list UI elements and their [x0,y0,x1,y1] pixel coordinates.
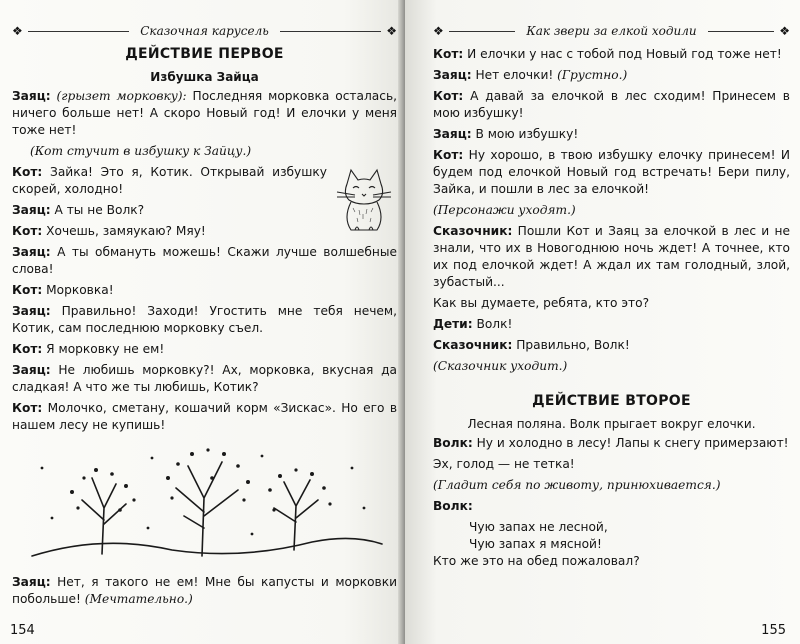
rule [280,31,381,32]
line-text: Морковка! [42,283,114,297]
speaker: Сказочник: [433,338,513,352]
dialogue-line [12,244,397,278]
dialogue-line [433,316,790,333]
plain-line: Кто же это на обед пожаловал? [433,554,640,568]
dialogue-line [12,362,397,396]
dialogue-line [433,126,790,143]
speaker: Заяц: [12,89,51,103]
ornament-icon: ❖ [386,24,398,38]
dialogue-line [12,88,397,139]
line-text: Нет елочки! [471,68,558,82]
speaker: Заяц: [12,304,51,318]
line-text: Не любишь морковку?! Ах, морковка, вкусная да сладкая! А что же ты любишь, Котик? [12,363,397,394]
running-head-title: Сказочная карусель [140,24,269,38]
rule [449,31,516,32]
right-running-head [433,24,790,38]
dialogue-line [433,435,790,452]
line-text: И елочки у нас с тобой под Новый год тоже нет! [463,47,782,61]
stage-direction: (Гладит себя по животу, принюхивается.) [433,478,721,492]
dialogue-line [12,574,397,608]
line-text: Пошли Кот и Заяц за елочкой в лес и не знали, что их в Новогоднюю ночь ждет! А точнее, кто их под елочкой ждет! А ждал их там голодный, злой, зубастый... [433,224,790,289]
line-text: В мою избушку! [471,127,579,141]
winter-trees-illustration [12,438,390,568]
speaker: Кот: [12,401,43,415]
left-running-head [12,24,397,38]
rule [28,31,129,32]
line-text: Нет, я такого не ем! Мне бы капусты и морковки побольше! [12,575,397,606]
dialogue-line [433,337,790,354]
speaker: Кот: [12,224,43,238]
dialogue-line [12,400,397,434]
dialogue-line [433,223,790,291]
running-head-title: Как звери за елкой ходили [526,24,697,38]
verse-line: Чую запах я мясной! [469,537,602,551]
plain-line: Как вы думаете, ребята, кто это? [433,296,650,310]
line-text: Волк! [472,317,513,331]
verse-line: Чую запах не лесной, [469,520,608,534]
stage-direction: (Персонажи уходят.) [433,203,576,217]
speaker: Кот: [12,283,43,297]
dialogue-line [12,341,397,358]
speaker: Заяц: [12,363,51,377]
scene2-title: Лесная поляна. Волк прыгает вокруг елочки. [467,417,756,431]
page-number: 154 [10,623,35,638]
speaker: Заяц: [12,203,51,217]
dialogue-line [12,303,397,337]
page-number: 155 [761,623,786,638]
line-text: Последняя морковка осталась, ничего больше нет! А скоро Новый год! И елочки у меня тоже нет! [12,89,397,137]
speaker: Кот: [12,165,43,179]
stage-direction: (Кот стучит в избушку к Зайцу.) [30,144,252,158]
speaker: Заяц: [12,245,51,259]
stage-direction: (Грустно.) [557,68,628,82]
line-text: Зайка! Это я, Котик. Открывай избушку скорей, холодно! [12,165,327,196]
dialogue-line [433,88,790,122]
cat-illustration [333,164,395,234]
speaker: Заяц: [433,68,472,82]
speaker: Сказочник: [433,224,513,238]
line-text: Правильно, Волк! [512,338,630,352]
line-text: А ты обмануть можешь! Скажи лучше волшебные слова! [12,245,397,276]
speaker: Волк: [433,436,473,450]
line-text: Правильно! Заходи! Угостить мне тебя нечем, Котик, сам последнюю морковку съел. [12,304,397,335]
dialogue-line [433,46,790,63]
rule [708,31,775,32]
plain-line: Эх, голод — не тетка! [433,457,575,471]
line-text: Хочешь, замяукаю? Мяу! [42,224,206,238]
line-text: Я морковку не ем! [42,342,165,356]
speaker: Кот: [433,148,464,162]
line-text: Ну и холодно в лесу! Лапы к снегу примерзают! [472,436,789,450]
right-page [405,0,800,644]
line-text: А давай за елочкой в лес сходим! Принесем в мою избушку! [433,89,790,120]
speaker: Заяц: [12,575,51,589]
speaker: Волк: [433,499,473,513]
stage-direction: (Сказочник уходит.) [433,359,568,373]
line-text: А ты не Волк? [50,203,145,217]
act2-title: ДЕЙСТВИЕ ВТОРОЕ [532,393,691,409]
act-title: ДЕЙСТВИЕ ПЕРВОЕ [125,46,284,62]
speaker: Кот: [433,89,464,103]
stage-direction: (грызет морковку): [56,89,187,103]
line-text: Молочко, сметану, кошачий корм «Зискас». Но его в нашем лесу не купишь! [12,401,397,432]
ornament-icon: ❖ [12,24,23,38]
speaker: Кот: [12,342,43,356]
speaker: Заяц: [433,127,472,141]
stage-direction: (Мечтательно.) [84,592,193,606]
ornament-icon: ❖ [433,24,444,38]
ornament-icon: ❖ [779,24,791,38]
dialogue-line [433,147,790,198]
dialogue-line [433,498,790,515]
speaker: Дети: [433,317,473,331]
speaker: Кот: [433,47,464,61]
dialogue-line [433,67,790,84]
scene-title: Избушка Зайца [150,70,259,84]
line-text: Ну хорошо, в твою избушку елочку принесем! И будем под елочкой Новый год встречать! Бери пилу, Зайка, и пошли в лес за елочкой! [433,148,790,196]
dialogue-line [12,282,397,299]
